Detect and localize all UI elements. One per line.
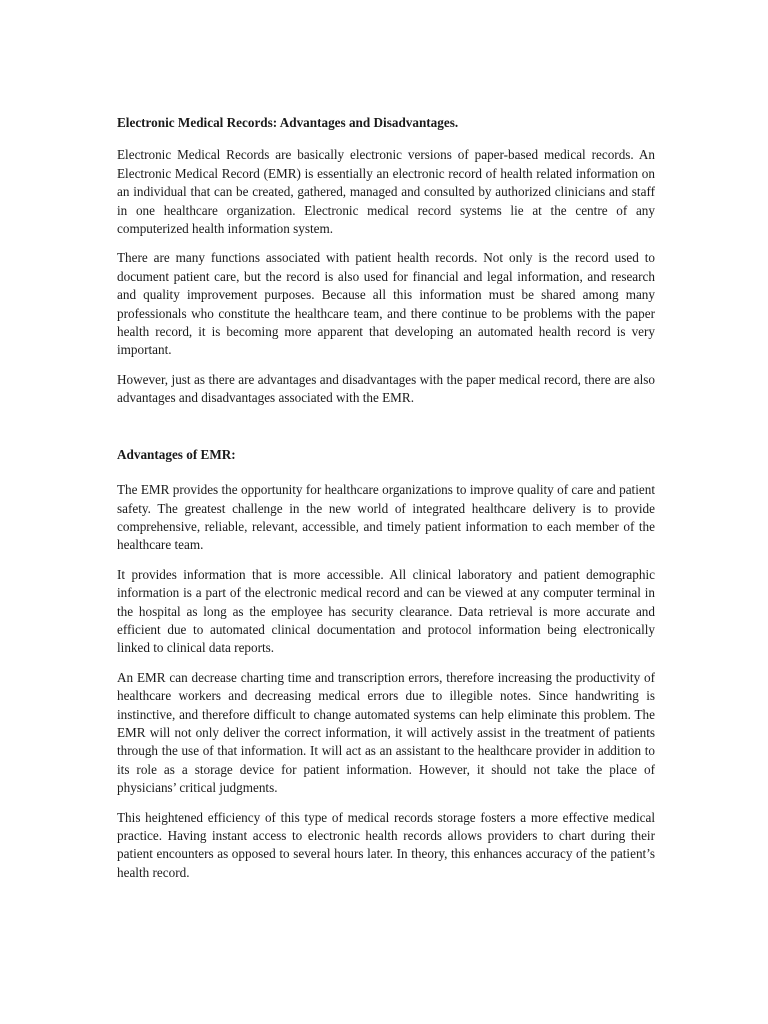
advantages-paragraph: An EMR can decrease charting time and transcription errors, therefore increasing the productivity of healthcare workers and decreasing medical errors due to illegible notes. Since handwriting is instinctive, and therefore difficult to change automated systems can help eliminate this problem. The EMR will not only deliver the correct information, it will actively assist in the treatment of patients through the use of that information. It will act as an assistant to the healthcare provider in addition to its role as a storage device for patient information. However, it should not take the place of physicians’ critical judgments.	[117, 669, 655, 796]
intro-paragraph: There are many functions associated with patient health records. Not only is the record used to document patient care, but the record is also used for financial and legal information, and research and quality improvement purposes. Because all this information must be shared among many professionals who constitute the healthcare team, and there continue to be problems with the paper health record, it is becoming more apparent that developing an automated health record is very important.	[117, 250, 655, 358]
document-title: Electronic Medical Records: Advantages and Disadvantages.	[117, 115, 459, 130]
advantages-paragraph: It provides information that is more accessible. All clinical laboratory and patient demographic information is a part of the electronic medical record and can be viewed at any computer terminal in the hospital as long as the employee has security clearance. Data retrieval is more accurate and efficient due to automated clinical documentation and protocol information being electronically linked to clinical data reports.	[117, 566, 655, 656]
intro-paragraph: Electronic Medical Records are basically electronic versions of paper-based medical records. An Electronic Medical Record (EMR) is essentially an electronic record of health related information on an individual that can be created, gathered, managed and consulted by authorized clinicians and staff in one healthcare organization. Electronic medical record systems lie at the centre of any computerized health information system.	[117, 147, 655, 237]
advantages-paragraph: This heightened efficiency of this type of medical records storage fosters a more effective medical practice. Having instant access to electronic health records allows providers to chart during their patient encounters as opposed to several hours later. In theory, this enhances accuracy of the patient’s health record.	[117, 809, 655, 880]
intro-paragraph: However, just as there are advantages and disadvantages with the paper medical record, there are also advantages and disadvantages associated with the EMR.	[117, 371, 655, 406]
advantages-heading: Advantages of EMR:	[117, 446, 236, 462]
advantages-paragraph: The EMR provides the opportunity for healthcare organizations to improve quality of care and patient safety. The greatest challenge in the new world of integrated healthcare delivery is to provide comprehensive, reliable, relevant, accessible, and timely patient information to each member of the healthcare team.	[117, 482, 655, 553]
document-page	[117, 114, 655, 893]
